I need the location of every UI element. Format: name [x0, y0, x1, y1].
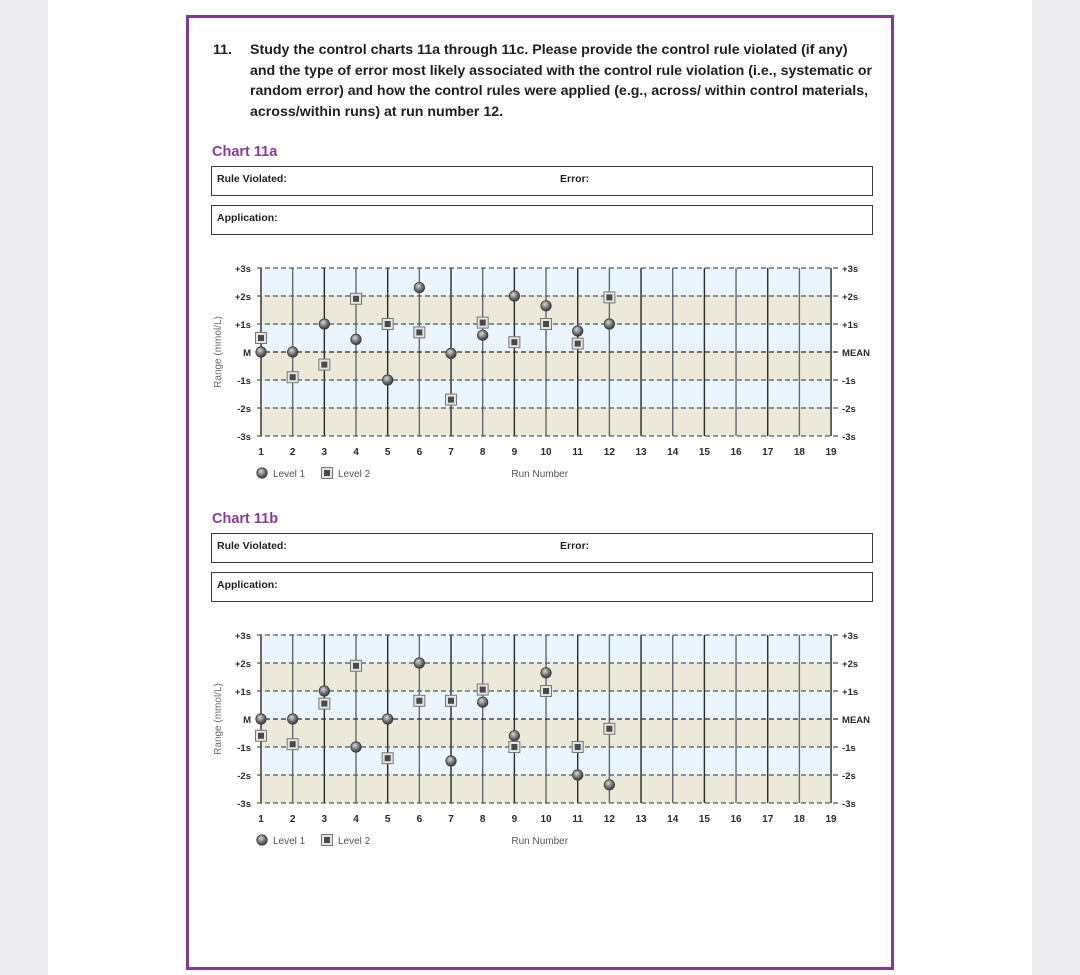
rule-violated-label: Rule Violated: — [217, 540, 287, 552]
y-tick-left: -1s — [237, 376, 251, 387]
x-tick: 1 — [258, 447, 264, 458]
level-2-marker-core — [416, 329, 422, 335]
level-2-marker-core — [353, 296, 359, 302]
level-1-marker — [446, 756, 456, 766]
x-tick: 16 — [730, 447, 742, 458]
level-1-marker — [351, 334, 361, 344]
x-tick: 10 — [540, 814, 552, 825]
chart-11a-rule-error-box[interactable] — [211, 166, 873, 196]
level-2-marker-core — [511, 339, 517, 345]
level-2-marker-core — [480, 687, 486, 693]
question-prompt — [213, 40, 873, 122]
level-1-marker — [477, 330, 487, 340]
level-1-marker — [257, 468, 267, 478]
y-tick-left: -3s — [237, 432, 251, 443]
level-1-marker — [477, 697, 487, 707]
y-tick-right: -1s — [842, 376, 856, 387]
level-1-marker — [287, 714, 297, 724]
x-tick: 2 — [289, 447, 296, 458]
chart-11a-plot — [205, 240, 885, 480]
y-axis-label: Range (mmol/L) — [213, 683, 224, 755]
level-1-marker — [382, 714, 392, 724]
y-tick-left: +2s — [234, 659, 251, 670]
y-axis-label: Range (mmol/L) — [213, 316, 224, 388]
level-1-marker — [319, 686, 329, 696]
chart-11b-rule-error-box[interactable] — [211, 533, 873, 563]
y-tick-right: +2s — [842, 292, 859, 303]
x-tick: 19 — [825, 814, 837, 825]
x-tick: 11 — [572, 814, 583, 825]
x-tick: 17 — [762, 447, 774, 458]
level-1-marker — [573, 770, 583, 780]
level-2-marker-core — [606, 726, 612, 732]
question-number: 11. — [213, 42, 232, 58]
y-tick-left: +3s — [234, 264, 251, 275]
level-1-marker — [573, 326, 583, 336]
level-1-marker — [541, 668, 551, 678]
x-tick: 15 — [698, 447, 710, 458]
x-tick: 13 — [635, 447, 647, 458]
legend — [257, 468, 371, 481]
y-tick-right: +2s — [842, 659, 859, 670]
level-2-marker-core — [575, 744, 581, 750]
level-1-marker — [414, 658, 424, 668]
level-2-marker-core — [258, 335, 264, 341]
x-axis-label: Run Number — [511, 836, 569, 847]
y-tick-left: -2s — [237, 771, 251, 782]
x-tick: 4 — [353, 814, 359, 825]
level-2-marker-core — [575, 341, 581, 347]
legend-level-2-label: Level 2 — [338, 469, 371, 480]
x-tick: 7 — [448, 447, 454, 458]
x-tick: 17 — [762, 814, 774, 825]
level-2-marker-core — [448, 397, 454, 403]
x-tick: 10 — [540, 447, 552, 458]
level-2-marker-core — [290, 741, 296, 747]
level-1-marker — [256, 347, 266, 357]
chart-11b-application-box[interactable] — [211, 572, 873, 602]
rule-violated-label: Rule Violated: — [217, 173, 287, 185]
level-1-marker — [604, 780, 614, 790]
level-2-marker-core — [385, 321, 391, 327]
x-tick: 18 — [793, 447, 805, 458]
chart-11a-application-box[interactable] — [211, 205, 873, 235]
legend-level-1-label: Level 1 — [273, 836, 306, 847]
y-tick-right: -2s — [842, 771, 856, 782]
x-tick: 6 — [416, 447, 423, 458]
level-2-marker-core — [606, 294, 612, 300]
y-tick-right: +3s — [842, 264, 859, 275]
level-1-marker — [604, 319, 614, 329]
level-1-marker — [287, 347, 297, 357]
level-2-marker-core — [543, 321, 549, 327]
x-axis-label: Run Number — [511, 469, 569, 480]
x-tick: 12 — [603, 447, 615, 458]
level-2-marker-core — [385, 755, 391, 761]
x-tick: 19 — [825, 447, 837, 458]
y-tick-left: M — [243, 348, 251, 359]
legend-level-1-label: Level 1 — [273, 469, 306, 480]
error-label: Error: — [560, 173, 590, 185]
y-tick-right: -2s — [842, 404, 856, 415]
x-tick: 15 — [698, 814, 710, 825]
x-tick: 4 — [353, 447, 359, 458]
x-tick: 5 — [384, 447, 391, 458]
x-tick: 13 — [635, 814, 647, 825]
x-tick: 11 — [572, 447, 583, 458]
level-2-marker-core — [543, 688, 549, 694]
x-tick: 6 — [416, 814, 423, 825]
level-2-marker-core — [321, 701, 327, 707]
y-tick-right: -1s — [842, 743, 856, 754]
legend — [257, 835, 371, 848]
level-1-marker — [414, 282, 424, 292]
level-1-marker — [319, 319, 329, 329]
y-tick-right: +3s — [842, 631, 859, 642]
x-tick: 12 — [603, 814, 615, 825]
x-tick: 18 — [793, 814, 805, 825]
x-tick: 2 — [289, 814, 296, 825]
x-tick: 1 — [258, 814, 264, 825]
y-tick-right: MEAN — [842, 715, 871, 726]
x-tick: 7 — [448, 814, 454, 825]
chart-11b-title: Chart 11b — [212, 511, 279, 527]
y-tick-left: +1s — [234, 320, 251, 331]
x-tick: 3 — [321, 814, 328, 825]
document-page — [48, 0, 1032, 975]
y-tick-right: +1s — [842, 320, 859, 331]
x-tick: 16 — [730, 814, 742, 825]
y-tick-left: -2s — [237, 404, 251, 415]
level-1-marker — [509, 731, 519, 741]
y-tick-left: +1s — [234, 687, 251, 698]
y-tick-right: -3s — [842, 432, 856, 443]
x-tick: 3 — [321, 447, 328, 458]
level-2-marker-core — [290, 374, 296, 380]
level-1-marker — [256, 714, 266, 724]
application-label: Application: — [217, 579, 278, 591]
x-tick: 5 — [384, 814, 391, 825]
y-tick-left: -1s — [237, 743, 251, 754]
chart-11b-plot — [205, 607, 885, 847]
y-tick-left: M — [243, 715, 251, 726]
level-2-marker-core — [480, 320, 486, 326]
level-2-marker-core — [416, 698, 422, 704]
question-text: Study the control charts 11a through 11c. Please provide the control rule violated (if any) and the type of error most likely associated with the control rule violation (i.e., systematic or random error) and how the control rules were applied (e.g., across/ within control materials, across/within runs) at run number 12. — [250, 42, 873, 120]
error-label: Error: — [560, 540, 590, 552]
level-2-marker-core — [258, 733, 264, 739]
x-tick: 9 — [511, 814, 518, 825]
level-2-marker-core — [321, 362, 327, 368]
x-tick: 8 — [479, 447, 486, 458]
level-2-marker-core — [511, 744, 517, 750]
y-tick-right: MEAN — [842, 348, 871, 359]
level-2-marker-core — [324, 470, 330, 476]
level-1-marker — [351, 742, 361, 752]
level-2-marker-core — [324, 837, 330, 843]
x-tick: 14 — [667, 814, 679, 825]
application-label: Application: — [217, 212, 278, 224]
x-tick: 9 — [511, 447, 518, 458]
y-tick-left: +2s — [234, 292, 251, 303]
x-tick: 8 — [479, 814, 486, 825]
y-tick-left: -3s — [237, 799, 251, 810]
chart-11a-title: Chart 11a — [212, 144, 278, 160]
level-1-marker — [446, 348, 456, 358]
question-frame — [186, 15, 894, 970]
level-1-marker — [509, 291, 519, 301]
y-tick-left: +3s — [234, 631, 251, 642]
level-1-marker — [257, 835, 267, 845]
level-2-marker-core — [448, 698, 454, 704]
level-1-marker — [541, 301, 551, 311]
legend-level-2-label: Level 2 — [338, 836, 371, 847]
y-tick-right: +1s — [842, 687, 859, 698]
level-2-marker-core — [353, 663, 359, 669]
x-tick: 14 — [667, 447, 679, 458]
y-tick-right: -3s — [842, 799, 856, 810]
level-1-marker — [382, 375, 392, 385]
